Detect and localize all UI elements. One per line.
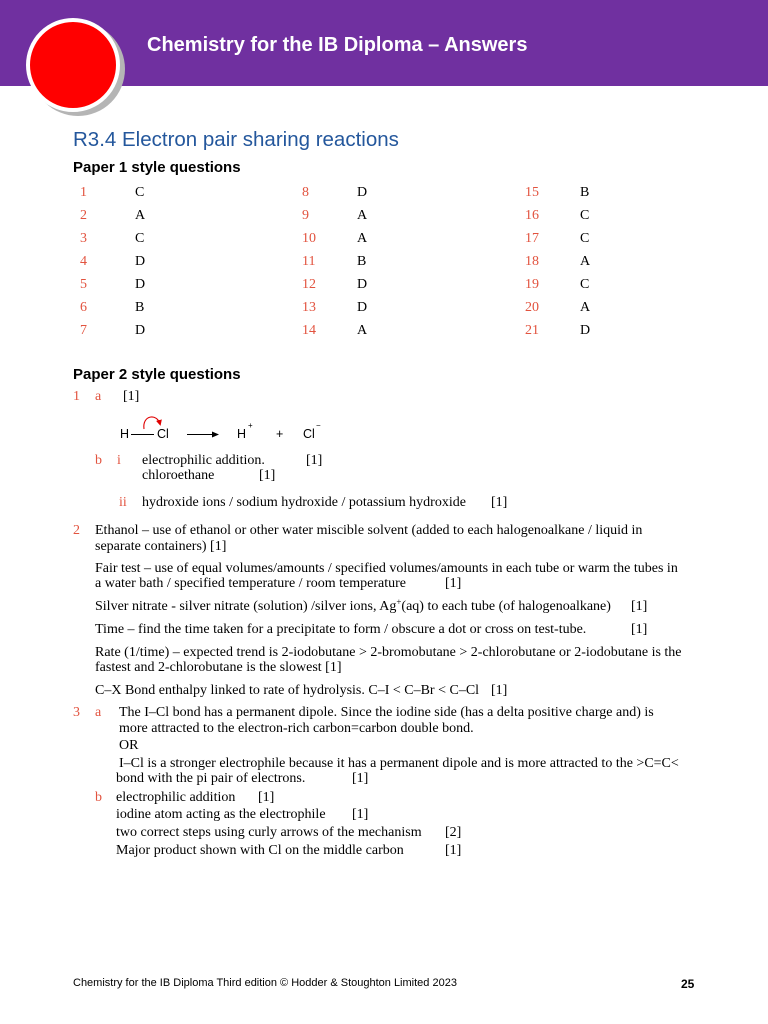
question-number: 20 [525,300,539,315]
answer-row [80,227,145,250]
answer-letter: A [357,208,368,223]
equation-product-cl: Cl [303,427,315,441]
answer-letter: D [135,277,146,292]
paper1-heading: Paper 1 style questions [73,159,241,176]
q1a-label: a [95,389,102,404]
answer-letter: D [135,254,146,269]
equation-arrows [110,410,330,446]
answer-letter: C [135,185,145,200]
question-number: 9 [302,208,309,223]
answer-row [302,250,367,273]
q2-point-text: Fair test – use of equal volumes/amounts / specified volumes/amounts in each tube or warm the tubes in [95,561,678,576]
section-title: R3.4 Electron pair sharing reactions [73,128,399,151]
answer-letter: C [580,277,590,292]
q3a-text: more attracted to the electron-rich carbon=carbon double bond. [119,721,474,736]
question-number: 1 [80,185,87,200]
q2-point-mark: [1] [491,683,508,698]
answer-row [80,296,145,319]
q3a-mark: [1] [352,771,369,786]
q3a-text: The I–Cl bond has a permanent dipole. Since the iodine side (has a delta positive charge and) is [119,705,654,720]
equation-product-cl-charge: − [316,421,321,430]
answer-letter: D [357,277,368,292]
question-number: 19 [525,277,539,292]
answer-row [80,319,145,342]
q2-silver-text-before: Silver nitrate - silver nitrate (solution) /silver ions, Ag [95,599,397,614]
answer-letter: D [580,323,591,338]
q1a-mark: [1] [123,389,140,404]
q1b-label: b [95,453,102,468]
answer-letter: A [357,231,368,246]
q2-silver-charge: + [396,597,402,607]
q1bi-label: i [117,453,121,468]
answer-row [525,296,590,319]
answer-letter: A [135,208,146,223]
question-number: 16 [525,208,539,223]
q3b-point-mark: [1] [352,807,369,822]
q2-point-text: Time – find the time taken for a precipitate to form / obscure a dot or cross on test-tube. [95,622,587,637]
question-number: 17 [525,231,539,246]
q3b-point-text: Major product shown with Cl on the middle carbon [116,843,404,858]
equation-plus-sign: + [276,427,284,441]
q3a-alternative-text: bond with the pi pair of electrons. [116,771,306,786]
q1bi-answer: chloroethane [142,468,215,483]
footer-copyright: Chemistry for the IB Diploma Third edition © Hodder & Stoughton Limited 2023 [73,977,457,989]
logo-circle [26,18,120,112]
q3b-point-text: electrophilic addition [116,790,236,805]
q2-point-text: fastest and 2-chlorobutane is the slowest [1] [95,660,342,675]
answer-letter: A [580,300,591,315]
q2-number: 2 [73,523,80,538]
answer-row [80,181,145,204]
question-number: 7 [80,323,87,338]
q2-point-mark: [1] [631,599,648,614]
q1bii-mark: [1] [491,495,508,510]
question-number: 11 [302,254,316,269]
equation-reactant-h: H [120,427,130,441]
answer-row [302,273,367,296]
q3b-point-text: iodine atom acting as the electrophile [116,807,326,822]
question-number: 5 [80,277,87,292]
page-number: 25 [681,977,695,991]
answer-row [525,181,590,204]
answer-letter: B [580,185,590,200]
answer-row [302,204,367,227]
answer-letter: A [357,323,368,338]
answer-letter: C [135,231,145,246]
q3a-or: OR [119,738,139,753]
question-number: 14 [302,323,316,338]
answer-row [302,296,367,319]
question-number: 12 [302,277,316,292]
answer-row [302,319,367,342]
question-number: 21 [525,323,539,338]
equation-reactant-cl: Cl [157,427,169,441]
answer-letter: B [135,300,145,315]
answer-column-3 [525,181,590,342]
q3b-point-mark: [1] [445,843,462,858]
equation-product-h-charge: + [248,421,253,430]
q1bi-mark: [1] [259,468,276,483]
q2-point-text: Rate (1/time) – expected trend is 2-iodobutane > 2-bromobutane > 2-chlorobutane or 2-iodobutane is the [95,645,682,660]
q2-point-text: separate containers) [1] [95,539,227,554]
answer-letter: B [357,254,367,269]
question-number: 4 [80,254,87,269]
q3a-alternative-text: I–Cl is a stronger electrophile because it has a permanent dipole and is more attracted to the >C=C< [119,756,679,771]
answer-column-1 [80,181,145,342]
q2-point-mark: [1] [445,576,462,591]
q3b-point-mark: [2] [445,825,462,840]
answer-row [525,319,590,342]
q2-silver-text-after: (aq) to each tube (of halogenoalkane) [401,599,611,614]
q1bi-answer: electrophilic addition. [142,453,265,468]
question-number: 6 [80,300,87,315]
q2-point-text: Ethanol – use of ethanol or other water miscible solvent (added to each halogenoalkane / liquid in [95,523,643,538]
q2-point-text: a water bath / specified temperature / room temperature [95,576,406,591]
answer-letter: D [135,323,146,338]
q2-point-text: C–X Bond enthalpy linked to rate of hydrolysis. C–I < C–Br < C–Cl [95,683,480,698]
answer-letter: C [580,231,590,246]
question-number: 13 [302,300,316,315]
answer-row [525,273,590,296]
answer-row [525,227,590,250]
answer-column-2 [302,181,367,342]
paper2-heading: Paper 2 style questions [73,366,241,383]
answer-row [525,204,590,227]
question-number: 8 [302,185,309,200]
answer-row [525,250,590,273]
answer-letter: C [580,208,590,223]
answer-row [302,227,367,250]
question-number: 15 [525,185,539,200]
answer-letter: D [357,185,368,200]
q3b-label: b [95,790,102,805]
q3-number: 3 [73,705,80,720]
answer-row [80,204,145,227]
q2-point-text [95,599,611,615]
equation-product-h: H [237,427,247,441]
question-number: 18 [525,254,539,269]
header-title: Chemistry for the IB Diploma – Answers [147,34,528,56]
answer-row [302,181,367,204]
reaction-equation [110,410,330,446]
q1bii-label: ii [119,495,127,510]
answer-row [80,273,145,296]
q3b-point-text: two correct steps using curly arrows of the mechanism [116,825,422,840]
q3a-label: a [95,705,102,720]
q1-number: 1 [73,389,80,404]
question-number: 10 [302,231,316,246]
q1bii-answer: hydroxide ions / sodium hydroxide / potassium hydroxide [142,495,466,510]
answer-letter: D [357,300,368,315]
q2-point-mark: [1] [631,622,648,637]
q1bi-mark: [1] [306,453,323,468]
answer-row [80,250,145,273]
answer-letter: A [580,254,591,269]
question-number: 3 [80,231,87,246]
q3b-point-mark: [1] [258,790,275,805]
question-number: 2 [80,208,87,223]
